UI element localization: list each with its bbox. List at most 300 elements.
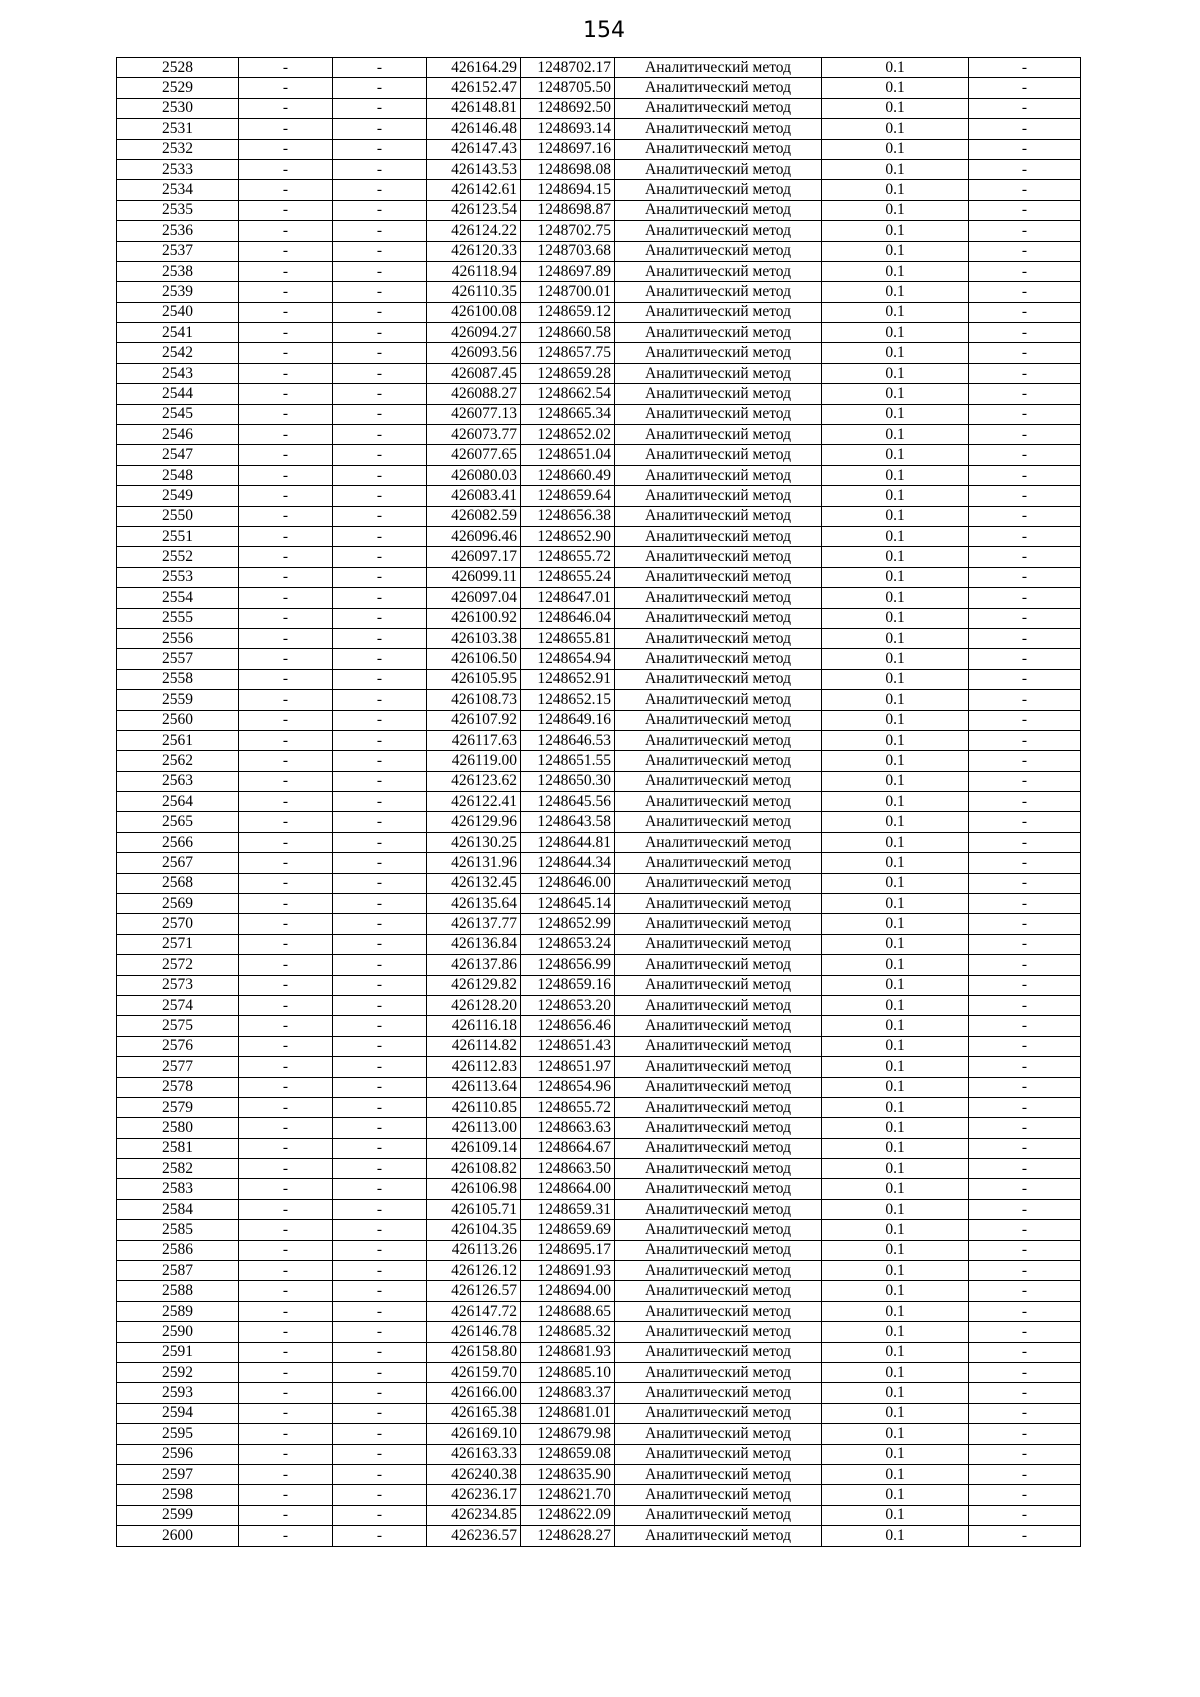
y-coordinate-cell: 1248659.08 — [521, 1444, 615, 1464]
y-coordinate-cell: 1248692.50 — [521, 98, 615, 118]
y-coordinate-cell: 1248651.43 — [521, 1036, 615, 1056]
blank-cell: - — [239, 1444, 333, 1464]
accuracy-cell: 0.1 — [822, 261, 969, 281]
table-row — [117, 1363, 1081, 1383]
blank-cell: - — [333, 690, 427, 710]
x-coordinate-cell: 426113.00 — [427, 1118, 521, 1138]
blank-cell: - — [969, 1444, 1081, 1464]
blank-cell: - — [969, 1118, 1081, 1138]
point-number-cell: 2534 — [117, 180, 239, 200]
point-number-cell: 2592 — [117, 1363, 239, 1383]
accuracy-cell: 0.1 — [822, 200, 969, 220]
blank-cell: - — [333, 588, 427, 608]
blank-cell: - — [969, 812, 1081, 832]
blank-cell: - — [969, 608, 1081, 628]
y-coordinate-cell: 1248646.53 — [521, 730, 615, 750]
point-number-cell: 2558 — [117, 669, 239, 689]
method-cell: Аналитический метод — [615, 1505, 822, 1525]
method-cell: Аналитический метод — [615, 894, 822, 914]
point-number-cell: 2556 — [117, 628, 239, 648]
accuracy-cell: 0.1 — [822, 119, 969, 139]
point-number-cell: 2554 — [117, 588, 239, 608]
point-number-cell: 2546 — [117, 425, 239, 445]
blank-cell: - — [969, 955, 1081, 975]
x-coordinate-cell: 426123.62 — [427, 771, 521, 791]
y-coordinate-cell: 1248652.15 — [521, 690, 615, 710]
blank-cell: - — [333, 1220, 427, 1240]
blank-cell: - — [969, 526, 1081, 546]
blank-cell: - — [333, 323, 427, 343]
blank-cell: - — [333, 894, 427, 914]
y-coordinate-cell: 1248645.14 — [521, 894, 615, 914]
x-coordinate-cell: 426132.45 — [427, 873, 521, 893]
blank-cell: - — [239, 261, 333, 281]
y-coordinate-cell: 1248664.67 — [521, 1138, 615, 1158]
accuracy-cell: 0.1 — [822, 832, 969, 852]
blank-cell: - — [239, 608, 333, 628]
blank-cell: - — [239, 1342, 333, 1362]
blank-cell: - — [333, 1097, 427, 1117]
method-cell: Аналитический метод — [615, 669, 822, 689]
table-row — [117, 1240, 1081, 1260]
blank-cell: - — [239, 506, 333, 526]
blank-cell: - — [969, 506, 1081, 526]
method-cell: Аналитический метод — [615, 486, 822, 506]
method-cell: Аналитический метод — [615, 200, 822, 220]
page-number: 154 — [583, 18, 625, 43]
table-row — [117, 445, 1081, 465]
x-coordinate-cell: 426099.11 — [427, 567, 521, 587]
x-coordinate-cell: 426100.92 — [427, 608, 521, 628]
x-coordinate-cell: 426113.26 — [427, 1240, 521, 1260]
blank-cell: - — [239, 200, 333, 220]
method-cell: Аналитический метод — [615, 1424, 822, 1444]
blank-cell: - — [969, 853, 1081, 873]
x-coordinate-cell: 426088.27 — [427, 384, 521, 404]
accuracy-cell: 0.1 — [822, 302, 969, 322]
accuracy-cell: 0.1 — [822, 567, 969, 587]
blank-cell: - — [239, 1261, 333, 1281]
accuracy-cell: 0.1 — [822, 771, 969, 791]
blank-cell: - — [239, 1322, 333, 1342]
x-coordinate-cell: 426240.38 — [427, 1464, 521, 1484]
blank-cell: - — [239, 1057, 333, 1077]
x-coordinate-cell: 426082.59 — [427, 506, 521, 526]
method-cell: Аналитический метод — [615, 363, 822, 383]
accuracy-cell: 0.1 — [822, 1036, 969, 1056]
blank-cell: - — [969, 832, 1081, 852]
y-coordinate-cell: 1248656.38 — [521, 506, 615, 526]
blank-cell: - — [239, 465, 333, 485]
blank-cell: - — [333, 1485, 427, 1505]
y-coordinate-cell: 1248700.01 — [521, 282, 615, 302]
blank-cell: - — [333, 221, 427, 241]
blank-cell: - — [239, 628, 333, 648]
accuracy-cell: 0.1 — [822, 58, 969, 78]
blank-cell: - — [239, 1077, 333, 1097]
blank-cell: - — [239, 302, 333, 322]
point-number-cell: 2562 — [117, 751, 239, 771]
method-cell: Аналитический метод — [615, 1301, 822, 1321]
x-coordinate-cell: 426234.85 — [427, 1505, 521, 1525]
method-cell: Аналитический метод — [615, 975, 822, 995]
table-row — [117, 1342, 1081, 1362]
blank-cell: - — [969, 486, 1081, 506]
y-coordinate-cell: 1248694.00 — [521, 1281, 615, 1301]
blank-cell: - — [969, 1342, 1081, 1362]
x-coordinate-cell: 426080.03 — [427, 465, 521, 485]
method-cell: Аналитический метод — [615, 567, 822, 587]
accuracy-cell: 0.1 — [822, 241, 969, 261]
method-cell: Аналитический метод — [615, 323, 822, 343]
method-cell: Аналитический метод — [615, 1057, 822, 1077]
blank-cell: - — [969, 1077, 1081, 1097]
table-row — [117, 506, 1081, 526]
table-row — [117, 995, 1081, 1015]
accuracy-cell: 0.1 — [822, 1159, 969, 1179]
blank-cell: - — [333, 1240, 427, 1260]
point-number-cell: 2538 — [117, 261, 239, 281]
accuracy-cell: 0.1 — [822, 853, 969, 873]
accuracy-cell: 0.1 — [822, 914, 969, 934]
table-row — [117, 282, 1081, 302]
point-number-cell: 2551 — [117, 526, 239, 546]
table-row — [117, 1424, 1081, 1444]
point-number-cell: 2565 — [117, 812, 239, 832]
point-number-cell: 2541 — [117, 323, 239, 343]
x-coordinate-cell: 426128.20 — [427, 995, 521, 1015]
accuracy-cell: 0.1 — [822, 1240, 969, 1260]
blank-cell: - — [239, 1281, 333, 1301]
method-cell: Аналитический метод — [615, 832, 822, 852]
point-number-cell: 2599 — [117, 1505, 239, 1525]
accuracy-cell: 0.1 — [822, 894, 969, 914]
accuracy-cell: 0.1 — [822, 506, 969, 526]
blank-cell: - — [333, 1526, 427, 1546]
blank-cell: - — [333, 1159, 427, 1179]
blank-cell: - — [239, 649, 333, 669]
table-row — [117, 1179, 1081, 1199]
x-coordinate-cell: 426105.71 — [427, 1199, 521, 1219]
blank-cell: - — [239, 792, 333, 812]
y-coordinate-cell: 1248659.69 — [521, 1220, 615, 1240]
blank-cell: - — [239, 710, 333, 730]
blank-cell: - — [969, 894, 1081, 914]
y-coordinate-cell: 1248660.49 — [521, 465, 615, 485]
method-cell: Аналитический метод — [615, 547, 822, 567]
y-coordinate-cell: 1248698.87 — [521, 200, 615, 220]
blank-cell: - — [969, 792, 1081, 812]
x-coordinate-cell: 426164.29 — [427, 58, 521, 78]
y-coordinate-cell: 1248654.96 — [521, 1077, 615, 1097]
point-number-cell: 2532 — [117, 139, 239, 159]
blank-cell: - — [239, 873, 333, 893]
point-number-cell: 2559 — [117, 690, 239, 710]
accuracy-cell: 0.1 — [822, 343, 969, 363]
method-cell: Аналитический метод — [615, 282, 822, 302]
point-number-cell: 2547 — [117, 445, 239, 465]
y-coordinate-cell: 1248652.90 — [521, 526, 615, 546]
blank-cell: - — [969, 1363, 1081, 1383]
blank-cell: - — [969, 690, 1081, 710]
point-number-cell: 2598 — [117, 1485, 239, 1505]
y-coordinate-cell: 1248665.34 — [521, 404, 615, 424]
blank-cell: - — [969, 1220, 1081, 1240]
x-coordinate-cell: 426110.35 — [427, 282, 521, 302]
y-coordinate-cell: 1248628.27 — [521, 1526, 615, 1546]
point-number-cell: 2574 — [117, 995, 239, 1015]
blank-cell: - — [333, 1016, 427, 1036]
y-coordinate-cell: 1248655.81 — [521, 628, 615, 648]
y-coordinate-cell: 1248705.50 — [521, 78, 615, 98]
x-coordinate-cell: 426124.22 — [427, 221, 521, 241]
y-coordinate-cell: 1248643.58 — [521, 812, 615, 832]
blank-cell: - — [969, 302, 1081, 322]
point-number-cell: 2593 — [117, 1383, 239, 1403]
blank-cell: - — [333, 730, 427, 750]
blank-cell: - — [969, 751, 1081, 771]
blank-cell: - — [969, 1281, 1081, 1301]
point-number-cell: 2542 — [117, 343, 239, 363]
blank-cell: - — [333, 486, 427, 506]
method-cell: Аналитический метод — [615, 1240, 822, 1260]
blank-cell: - — [969, 1199, 1081, 1219]
blank-cell: - — [239, 1424, 333, 1444]
accuracy-cell: 0.1 — [822, 1261, 969, 1281]
point-number-cell: 2583 — [117, 1179, 239, 1199]
accuracy-cell: 0.1 — [822, 955, 969, 975]
point-number-cell: 2572 — [117, 955, 239, 975]
method-cell: Аналитический метод — [615, 588, 822, 608]
blank-cell: - — [239, 730, 333, 750]
x-coordinate-cell: 426165.38 — [427, 1403, 521, 1423]
blank-cell: - — [969, 1057, 1081, 1077]
blank-cell: - — [333, 98, 427, 118]
blank-cell: - — [333, 1261, 427, 1281]
x-coordinate-cell: 426147.72 — [427, 1301, 521, 1321]
blank-cell: - — [239, 404, 333, 424]
blank-cell: - — [239, 547, 333, 567]
blank-cell: - — [239, 343, 333, 363]
table-row — [117, 792, 1081, 812]
table-row — [117, 58, 1081, 78]
x-coordinate-cell: 426114.82 — [427, 1036, 521, 1056]
method-cell: Аналитический метод — [615, 425, 822, 445]
accuracy-cell: 0.1 — [822, 486, 969, 506]
method-cell: Аналитический метод — [615, 1179, 822, 1199]
accuracy-cell: 0.1 — [822, 78, 969, 98]
y-coordinate-cell: 1248693.14 — [521, 119, 615, 139]
method-cell: Аналитический метод — [615, 934, 822, 954]
method-cell: Аналитический метод — [615, 1077, 822, 1097]
accuracy-cell: 0.1 — [822, 98, 969, 118]
blank-cell: - — [239, 1179, 333, 1199]
blank-cell: - — [333, 1057, 427, 1077]
method-cell: Аналитический метод — [615, 649, 822, 669]
table-row — [117, 1138, 1081, 1158]
x-coordinate-cell: 426236.57 — [427, 1526, 521, 1546]
blank-cell: - — [333, 1342, 427, 1362]
point-number-cell: 2530 — [117, 98, 239, 118]
x-coordinate-cell: 426113.64 — [427, 1077, 521, 1097]
method-cell: Аналитический метод — [615, 730, 822, 750]
blank-cell: - — [969, 771, 1081, 791]
table-row — [117, 1097, 1081, 1117]
x-coordinate-cell: 426166.00 — [427, 1383, 521, 1403]
accuracy-cell: 0.1 — [822, 1220, 969, 1240]
point-number-cell: 2533 — [117, 159, 239, 179]
method-cell: Аналитический метод — [615, 995, 822, 1015]
method-cell: Аналитический метод — [615, 139, 822, 159]
accuracy-cell: 0.1 — [822, 934, 969, 954]
method-cell: Аналитический метод — [615, 1016, 822, 1036]
blank-cell: - — [239, 159, 333, 179]
y-coordinate-cell: 1248651.55 — [521, 751, 615, 771]
point-number-cell: 2569 — [117, 894, 239, 914]
method-cell: Аналитический метод — [615, 119, 822, 139]
blank-cell: - — [333, 1301, 427, 1321]
y-coordinate-cell: 1248651.04 — [521, 445, 615, 465]
point-number-cell: 2535 — [117, 200, 239, 220]
blank-cell: - — [333, 302, 427, 322]
y-coordinate-cell: 1248659.12 — [521, 302, 615, 322]
x-coordinate-cell: 426147.43 — [427, 139, 521, 159]
method-cell: Аналитический метод — [615, 914, 822, 934]
coordinates-table — [116, 57, 1081, 1547]
x-coordinate-cell: 426143.53 — [427, 159, 521, 179]
method-cell: Аналитический метод — [615, 1383, 822, 1403]
blank-cell: - — [333, 853, 427, 873]
y-coordinate-cell: 1248655.72 — [521, 1097, 615, 1117]
y-coordinate-cell: 1248621.70 — [521, 1485, 615, 1505]
accuracy-cell: 0.1 — [822, 690, 969, 710]
point-number-cell: 2590 — [117, 1322, 239, 1342]
x-coordinate-cell: 426169.10 — [427, 1424, 521, 1444]
table-row — [117, 1057, 1081, 1077]
table-row — [117, 180, 1081, 200]
blank-cell: - — [969, 628, 1081, 648]
blank-cell: - — [333, 1036, 427, 1056]
blank-cell: - — [969, 241, 1081, 261]
blank-cell: - — [333, 425, 427, 445]
point-number-cell: 2581 — [117, 1138, 239, 1158]
blank-cell: - — [239, 1016, 333, 1036]
table-row — [117, 669, 1081, 689]
method-cell: Аналитический метод — [615, 404, 822, 424]
method-cell: Аналитический метод — [615, 180, 822, 200]
table-row — [117, 1220, 1081, 1240]
table-row — [117, 751, 1081, 771]
table-row — [117, 1159, 1081, 1179]
x-coordinate-cell: 426159.70 — [427, 1363, 521, 1383]
x-coordinate-cell: 426236.17 — [427, 1485, 521, 1505]
x-coordinate-cell: 426112.83 — [427, 1057, 521, 1077]
table-row — [117, 261, 1081, 281]
y-coordinate-cell: 1248656.46 — [521, 1016, 615, 1036]
point-number-cell: 2537 — [117, 241, 239, 261]
blank-cell: - — [239, 58, 333, 78]
point-number-cell: 2568 — [117, 873, 239, 893]
y-coordinate-cell: 1248685.32 — [521, 1322, 615, 1342]
blank-cell: - — [239, 751, 333, 771]
blank-cell: - — [239, 1118, 333, 1138]
x-coordinate-cell: 426126.12 — [427, 1261, 521, 1281]
accuracy-cell: 0.1 — [822, 547, 969, 567]
x-coordinate-cell: 426152.47 — [427, 78, 521, 98]
table-row — [117, 241, 1081, 261]
y-coordinate-cell: 1248652.91 — [521, 669, 615, 689]
blank-cell: - — [969, 98, 1081, 118]
blank-cell: - — [239, 221, 333, 241]
point-number-cell: 2576 — [117, 1036, 239, 1056]
x-coordinate-cell: 426119.00 — [427, 751, 521, 771]
blank-cell: - — [333, 384, 427, 404]
table-row — [117, 832, 1081, 852]
accuracy-cell: 0.1 — [822, 465, 969, 485]
accuracy-cell: 0.1 — [822, 1016, 969, 1036]
blank-cell: - — [969, 139, 1081, 159]
blank-cell: - — [333, 363, 427, 383]
x-coordinate-cell: 426129.96 — [427, 812, 521, 832]
table-row — [117, 323, 1081, 343]
blank-cell: - — [969, 1261, 1081, 1281]
blank-cell: - — [969, 465, 1081, 485]
point-number-cell: 2589 — [117, 1301, 239, 1321]
blank-cell: - — [333, 1138, 427, 1158]
blank-cell: - — [969, 1240, 1081, 1260]
table-row — [117, 200, 1081, 220]
blank-cell: - — [969, 1403, 1081, 1423]
blank-cell: - — [969, 1138, 1081, 1158]
blank-cell: - — [239, 119, 333, 139]
method-cell: Аналитический метод — [615, 261, 822, 281]
blank-cell: - — [969, 221, 1081, 241]
blank-cell: - — [333, 1464, 427, 1484]
blank-cell: - — [969, 873, 1081, 893]
table-row — [117, 1301, 1081, 1321]
blank-cell: - — [333, 567, 427, 587]
point-number-cell: 2575 — [117, 1016, 239, 1036]
y-coordinate-cell: 1248651.97 — [521, 1057, 615, 1077]
blank-cell: - — [969, 58, 1081, 78]
x-coordinate-cell: 426146.48 — [427, 119, 521, 139]
blank-cell: - — [239, 669, 333, 689]
blank-cell: - — [333, 465, 427, 485]
method-cell: Аналитический метод — [615, 710, 822, 730]
accuracy-cell: 0.1 — [822, 608, 969, 628]
method-cell: Аналитический метод — [615, 78, 822, 98]
table-row — [117, 975, 1081, 995]
x-coordinate-cell: 426126.57 — [427, 1281, 521, 1301]
blank-cell: - — [239, 282, 333, 302]
point-number-cell: 2571 — [117, 934, 239, 954]
table-row — [117, 343, 1081, 363]
blank-cell: - — [969, 588, 1081, 608]
blank-cell: - — [333, 975, 427, 995]
y-coordinate-cell: 1248697.89 — [521, 261, 615, 281]
table-row — [117, 1261, 1081, 1281]
table-row — [117, 914, 1081, 934]
method-cell: Аналитический метод — [615, 1138, 822, 1158]
blank-cell: - — [333, 1383, 427, 1403]
blank-cell: - — [969, 180, 1081, 200]
table-row — [117, 567, 1081, 587]
x-coordinate-cell: 426107.92 — [427, 710, 521, 730]
y-coordinate-cell: 1248681.93 — [521, 1342, 615, 1362]
method-cell: Аналитический метод — [615, 159, 822, 179]
blank-cell: - — [333, 1505, 427, 1525]
blank-cell: - — [333, 1363, 427, 1383]
